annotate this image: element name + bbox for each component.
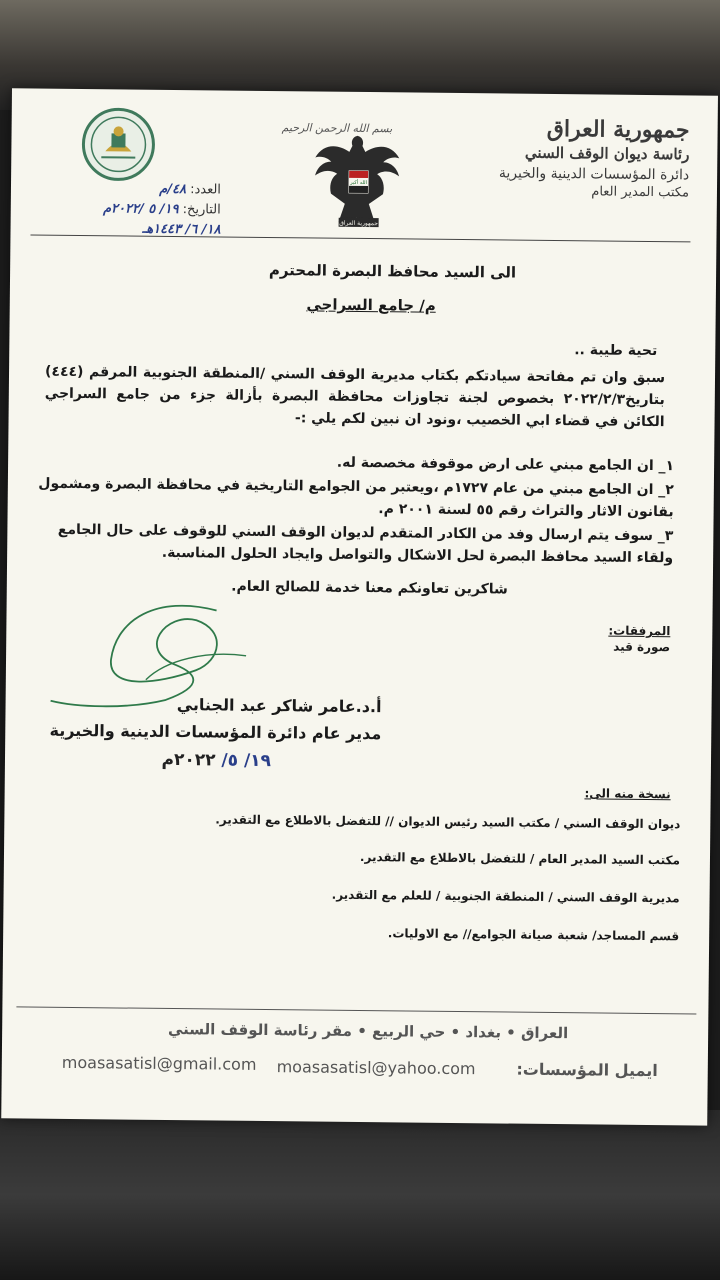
closing-thanks: شاكرين تعاونكم معنا خدمة للصالح العام. (231, 578, 508, 598)
points-list (33, 449, 674, 572)
addressee: الى السيد محافظ البصرة المحترم (268, 261, 517, 282)
list-item: ٢_ ان الجامع مبني من عام ١٧٢٧م ،ويعتبر من الجوامع التاريخية في محافظة البصرة ومشمول بقانون الاثار والتراث رقم ٥٥ لسنة ٢٠٠١ م. (38, 475, 674, 521)
email-yahoo[interactable]: moasasatisl@yahoo.com (276, 1057, 476, 1079)
footer-divider (16, 1006, 696, 1014)
attachments-label: المرفقات: (608, 623, 671, 639)
greeting: تحية طيبة .. (574, 342, 658, 360)
list-item: ديوان الوقف السني / مكتب السيد رئيس الديوان // للتفضل بالاطلاع مع التقدير. (215, 812, 681, 832)
letter-page (1, 88, 718, 1125)
emblem-caption: جمهورية العراق (339, 219, 379, 228)
signature-date: ١٩/ ٥/ ٢٠٢٢م (161, 749, 272, 772)
country-name: جمهورية العراق (546, 115, 690, 144)
reference-number: العدد: ٤٨/م (159, 181, 222, 198)
attachments (608, 623, 670, 656)
footer-address: العراق • بغداد • حي الربيع • مقر رئاسة الوقف السني (167, 1019, 569, 1043)
bureau-name: مكتب المدير العام (591, 184, 690, 201)
signatory-title: مدير عام دائرة المؤسسات الدينية والخيرية (49, 720, 382, 744)
office-name: رئاسة ديوان الوقف السني (524, 143, 690, 164)
list-item: مكتب السيد المدير العام / للتفضل بالاطلاع مع التقدير. (359, 849, 681, 868)
list-item: مديرية الوقف السني / المنطقة الجنوبية / للعلم مع التقدير. (331, 887, 680, 906)
institution-seal-icon (81, 107, 156, 182)
list-item: ١_ ان الجامع مبني على ارض موقوفة مخصصة له. (336, 454, 675, 475)
cc-label: نسخة منه الى: (584, 786, 671, 802)
list-item: قسم المساجد/ شعبة صيانة الجوامع// مع الاوليات. (387, 926, 680, 944)
hijri-date: ١٨/ ٦/ ١٤٤٣هـ (142, 221, 221, 238)
list-item: ٣_ سوف يتم ارسال وفد من الكادر المتقدم لديوان الوقف السني للوقوف على حال الجامع ولقاء السيد محافظ البصرة لحل الاشكال والتواصل وايجاد الحلول المناسبة. (57, 521, 674, 567)
body-paragraph: سبق وان تم مفاتحة سيادتكم بكتاب مديرية الوقف السني /المنطقة الجنوبية المرقم (٤٤٤) بتاريخ٢٠٢٢/٢/٣ بخصوص لجنة تجاوزات محافظة البصرة بأزالة جزء من جامع السراجي الكائن في قضاء ابي الخصيب ،ونود ان نبين لكم يلي :- (44, 363, 666, 431)
reference-block (50, 179, 221, 241)
footer-email-label: ايميل المؤسسات: (516, 1059, 658, 1081)
department-name: دائرة المؤسسات الدينية والخيرية (498, 165, 690, 184)
attachments-item: صورة قيد (613, 639, 671, 655)
signatory-name: أ.د.عامر شاكر عبد الجنابي (176, 695, 382, 717)
background-bottom (0, 1110, 720, 1280)
subject-line: م/ جامع السراجي (306, 295, 436, 315)
basmala: بسم الله الرحمن الرحيم (281, 121, 393, 136)
letterhead (479, 115, 690, 200)
reference-date: التاريخ: ١٩/ ٥ /٢٠٢٢م (102, 201, 221, 218)
iraq-emblem-icon (311, 129, 407, 230)
emblem-flag-text: الله أكبر (350, 179, 368, 187)
email-gmail[interactable]: moasasatisl@gmail.com (61, 1052, 257, 1074)
